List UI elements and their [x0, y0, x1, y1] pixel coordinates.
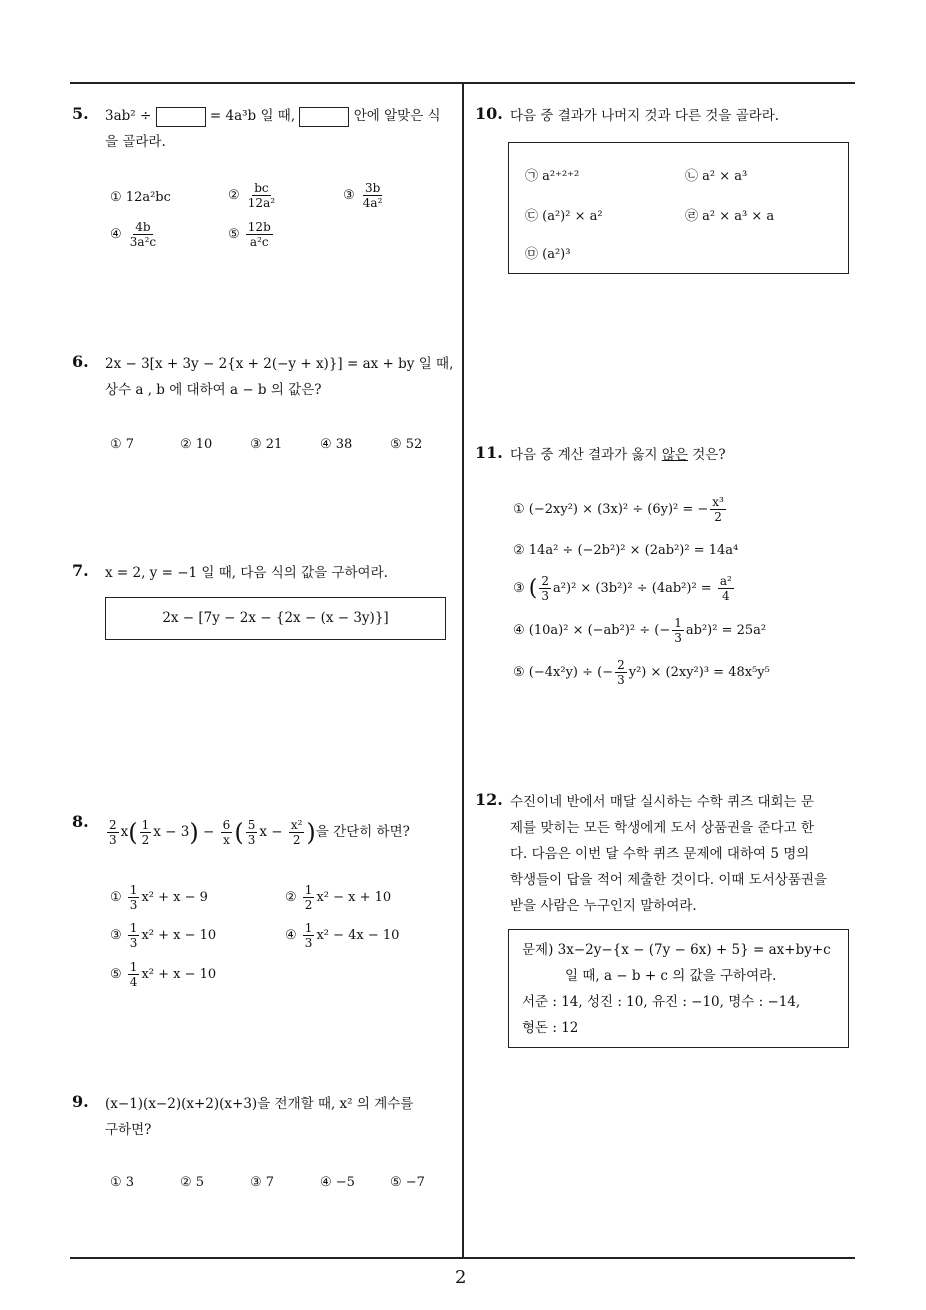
q6-choice-5[interactable]: ⑤ 52 — [390, 437, 423, 452]
q7-number: 7. — [72, 561, 89, 580]
q9-choice-5[interactable]: ⑤ −7 — [390, 1175, 425, 1190]
q10-number: 10. — [475, 104, 503, 123]
q11-choice-3[interactable]: ③ ( $\frac{2}{3}$ a²)² × (3b²)² ÷ (4ab²)² = $\frac{\text{a²}}{4}$ — [513, 574, 732, 603]
q7-line1: x = 2, y = −1 일 때, 다음 식의 값을 구하여라. — [105, 565, 388, 581]
q12-line3: 다. 다음은 이번 달 수학 퀴즈 문제에 대하여 5 명의 — [510, 846, 810, 862]
q11-number: 11. — [475, 443, 503, 462]
q8-choice-4[interactable]: ④ $\frac{1}{3}$ x² − 4x − 10 — [285, 921, 400, 950]
column-divider — [462, 82, 464, 1258]
q10-items-box — [508, 142, 849, 274]
q10-line1: 다음 중 결과가 나머지 것과 다른 것을 골라라. — [510, 108, 780, 124]
q12-line5: 받을 사람은 누구인지 말하여라. — [510, 898, 697, 914]
q10-item-3: ㉢ (a²)² × a² — [525, 209, 603, 224]
q6-choice-2[interactable]: ② 10 — [180, 437, 213, 452]
page-number: 2 — [455, 1267, 467, 1288]
q5-blank-box-2 — [299, 107, 349, 127]
q12-line4: 학생들이 답을 적어 제출한 것이다. 이때 도서상품권을 — [510, 872, 827, 888]
q12-box-line3: 서준 : 14, 성진 : 10, 유진 : −10, 명수 : −14, — [522, 994, 801, 1010]
q8-choice-1[interactable]: ① $\frac{1}{3}$ x² + x − 9 — [110, 883, 208, 912]
q5-prefix: 3ab² ÷ — [105, 108, 152, 124]
q6-line2: 상수 a , b 에 대하여 a − b 의 값은? — [105, 382, 322, 398]
q6-choice-3[interactable]: ③ 21 — [250, 437, 283, 452]
q11-choice-1[interactable]: ① (−2xy²) × (3x)² ÷ (6y)² = − $\frac{\text{x³}}{2}$ — [513, 495, 724, 524]
q9-choice-1[interactable]: ① 3 — [110, 1175, 135, 1190]
q8-choice-2[interactable]: ② $\frac{1}{2}$ x² − x + 10 — [285, 883, 392, 912]
q9-choice-2[interactable]: ② 5 — [180, 1175, 205, 1190]
q9-choice-3[interactable]: ③ 7 — [250, 1175, 275, 1190]
q12-line1: 수진이네 반에서 매달 실시하는 수학 퀴즈 대회는 문 — [510, 794, 814, 810]
q10-item-4: ㉣ a² × a³ × a — [685, 209, 775, 224]
q6-line1: 2x − 3[x + 3y − 2{x + 2(−y + x)}] = ax + by 일 때, — [105, 356, 454, 372]
q7-expression: 2x − [7y − 2x − {2x − (x − 3y)}] — [162, 610, 389, 626]
q5-choice-4[interactable]: ④ $\frac{4b}{\text{3a²c}}$ — [110, 220, 157, 249]
q11-underlined-word: 않은 — [661, 447, 688, 463]
q6-number: 6. — [72, 352, 89, 371]
q5-blank-box-1 — [156, 107, 206, 127]
q12-box-line2: 일 때, a − b + c 의 값을 구하여라. — [565, 968, 777, 984]
q5-number: 5. — [72, 104, 89, 123]
q9-number: 9. — [72, 1092, 89, 1111]
q9-line2: 구하면? — [105, 1122, 152, 1138]
q12-box-line4: 형돈 : 12 — [522, 1020, 579, 1036]
q12-box-line1: 문제) 3x−2y−{x − (7y − 6x) + 5} = ax+by+c — [522, 942, 831, 958]
q7-expression-box — [105, 597, 446, 640]
q8-choice-3[interactable]: ③ $\frac{1}{3}$ x² + x − 10 — [110, 921, 217, 950]
q8-expression: $\frac{2}{3}$ x( $\frac{1}{2}$ x − 3) − $\frac{6}{x}$ ( $\frac{5}{3}$ x − $\frac{\text{x²}}{2}$ )을 간단히 하면? — [109, 818, 410, 847]
q8-number: 8. — [72, 812, 89, 831]
q6-choice-1[interactable]: ① 7 — [110, 437, 135, 452]
q5-choice-1[interactable]: ① 12a²bc — [110, 190, 171, 205]
q5-choice-2[interactable]: ② $\frac{bc}{\text{12a²}}$ — [228, 181, 276, 210]
q5-choice-3[interactable]: ③ $\frac{3b}{\text{4a²}}$ — [343, 181, 383, 210]
q12-line2: 제를 맞히는 모든 학생에게 도서 상품권을 준다고 한 — [510, 820, 814, 836]
q5-line1 — [105, 106, 441, 127]
q11-line1: 다음 중 계산 결과가 옳지 않은 것은? — [510, 447, 726, 463]
q6-choice-4[interactable]: ④ 38 — [320, 437, 353, 452]
q12-problem-box — [508, 929, 849, 1048]
q12-number: 12. — [475, 790, 503, 809]
q11-choice-4[interactable]: ④ (10a)² × (−ab²)² ÷ (− $\frac{1}{3}$ ab²)² = 25a² — [513, 616, 767, 645]
q11-choice-5[interactable]: ⑤ (−4x²y) ÷ (− $\frac{2}{3}$ y²) × (2xy²)³ = 48x⁵y⁵ — [513, 658, 770, 687]
q5-mid: = 4a³b 일 때, — [209, 108, 296, 124]
q9-line1: (x−1)(x−2)(x+2)(x+3)을 전개할 때, x² 의 계수를 — [105, 1096, 414, 1112]
q8-choice-5[interactable]: ⑤ $\frac{1}{4}$ x² + x − 10 — [110, 960, 217, 989]
q5-line2: 을 골라라. — [105, 134, 166, 150]
q10-item-1: ㉠ a²⁺²⁺² — [525, 169, 580, 184]
q10-item-5: ㉤ (a²)³ — [525, 247, 571, 262]
q9-choice-4[interactable]: ④ −5 — [320, 1175, 355, 1190]
q11-choice-2[interactable]: ② 14a² ÷ (−2b²)² × (2ab²)² = 14a⁴ — [513, 543, 739, 558]
q5-choice-5[interactable]: ⑤ $\frac{12b}{\text{a²c}}$ — [228, 220, 271, 249]
q10-item-2: ㉡ a² × a³ — [685, 169, 748, 184]
bottom-rule — [70, 1257, 855, 1259]
q5-suffix: 안에 알맞은 식 — [353, 108, 441, 124]
